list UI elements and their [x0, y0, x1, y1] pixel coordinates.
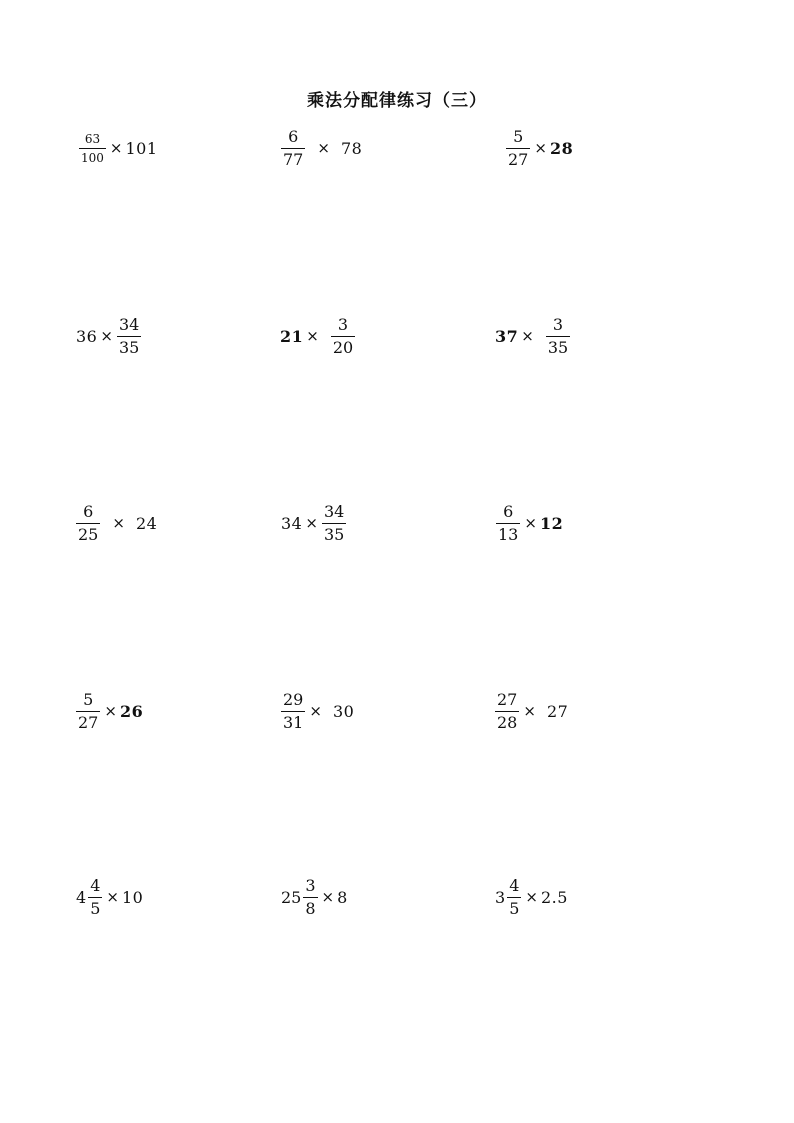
multiply-sign: ×: [321, 888, 335, 906]
multiplier: 10: [121, 887, 144, 907]
fraction: [303, 875, 317, 918]
multiplier: 37: [495, 326, 519, 346]
problem-14: [281, 872, 348, 922]
denominator: 31: [283, 712, 304, 732]
fraction: [117, 314, 141, 357]
denominator: 27: [508, 149, 529, 169]
numerator: 4: [509, 875, 520, 895]
denominator: 5: [509, 898, 520, 918]
problem-2: [280, 123, 362, 173]
numerator: 34: [323, 501, 345, 521]
multiply-sign: ×: [521, 327, 534, 345]
multiply-sign: ×: [305, 514, 318, 532]
problem-5: [280, 311, 356, 361]
multiplier: 34: [281, 513, 303, 533]
numerator: 29: [283, 689, 304, 709]
multiplier: 28: [549, 138, 574, 158]
multiply-sign: ×: [100, 327, 113, 345]
numerator: 3: [337, 314, 349, 334]
multiply-sign: ×: [317, 139, 330, 157]
multiplier: 12: [539, 513, 564, 533]
problem-10: [75, 686, 143, 736]
fraction: [281, 126, 305, 169]
whole-number: 25: [281, 887, 302, 907]
numerator: 6: [288, 126, 299, 146]
denominator: 35: [547, 337, 569, 357]
multiplier: 26: [119, 701, 144, 721]
multiplier: 21: [280, 326, 304, 346]
multiply-sign: ×: [104, 702, 117, 720]
problem-3: [505, 123, 573, 173]
fraction: [322, 501, 346, 544]
fraction: [506, 126, 530, 169]
multiplier: 24: [135, 513, 158, 533]
denominator: 25: [78, 524, 99, 544]
numerator: 27: [497, 689, 518, 709]
denominator: 20: [332, 337, 354, 357]
numerator: 34: [118, 314, 140, 334]
problem-12: [494, 686, 568, 736]
whole-number: 4: [76, 887, 87, 907]
denominator: 13: [498, 524, 519, 544]
multiply-sign: ×: [524, 514, 537, 532]
fraction: [496, 501, 520, 544]
numerator: 63: [84, 131, 101, 146]
fraction: [79, 133, 106, 164]
multiply-sign: ×: [534, 139, 547, 157]
multiply-sign: ×: [523, 702, 536, 720]
multiplier: 2.5: [540, 887, 568, 907]
multiply-sign: ×: [309, 702, 322, 720]
whole-number: 3: [495, 887, 506, 907]
problem-9: [495, 498, 563, 548]
multiply-sign: ×: [109, 139, 123, 157]
fraction: [76, 689, 100, 732]
fraction: [76, 501, 100, 544]
problem-11: [280, 686, 354, 736]
multiplier: 36: [76, 326, 98, 346]
fraction: [88, 875, 102, 918]
denominator: 5: [90, 898, 101, 918]
numerator: 5: [513, 126, 524, 146]
problem-8: [281, 498, 347, 548]
denominator: 28: [497, 712, 518, 732]
problem-4: [76, 311, 142, 361]
multiplier: 30: [332, 701, 355, 721]
numerator: 5: [83, 689, 94, 709]
numerator: 6: [83, 501, 94, 521]
multiply-sign: ×: [112, 514, 125, 532]
fraction: [546, 314, 570, 357]
multiply-sign: ×: [306, 327, 319, 345]
fraction: [495, 689, 519, 732]
multiplier: 8: [337, 887, 348, 907]
multiplier: 101: [125, 138, 158, 158]
page-title: 乘法分配律练习（三）: [307, 91, 487, 111]
problem-13: [76, 872, 143, 922]
multiply-sign: ×: [525, 888, 538, 906]
denominator: 35: [323, 524, 345, 544]
fraction: [331, 314, 355, 357]
numerator: 3: [552, 314, 564, 334]
numerator: 6: [503, 501, 514, 521]
fraction: [507, 875, 521, 918]
fraction: [281, 689, 305, 732]
denominator: 77: [283, 149, 304, 169]
denominator: 27: [78, 712, 99, 732]
problem-1: [78, 123, 158, 173]
numerator: 4: [90, 875, 101, 895]
multiplier: 27: [546, 701, 569, 721]
denominator: 100: [79, 148, 106, 164]
numerator: 3: [305, 875, 316, 895]
denominator: 8: [305, 898, 316, 918]
multiplier: 78: [340, 138, 363, 158]
problem-6: [495, 311, 571, 361]
denominator: 35: [118, 337, 140, 357]
problem-15: [495, 872, 568, 922]
problem-7: [75, 498, 157, 548]
multiply-sign: ×: [106, 888, 119, 906]
